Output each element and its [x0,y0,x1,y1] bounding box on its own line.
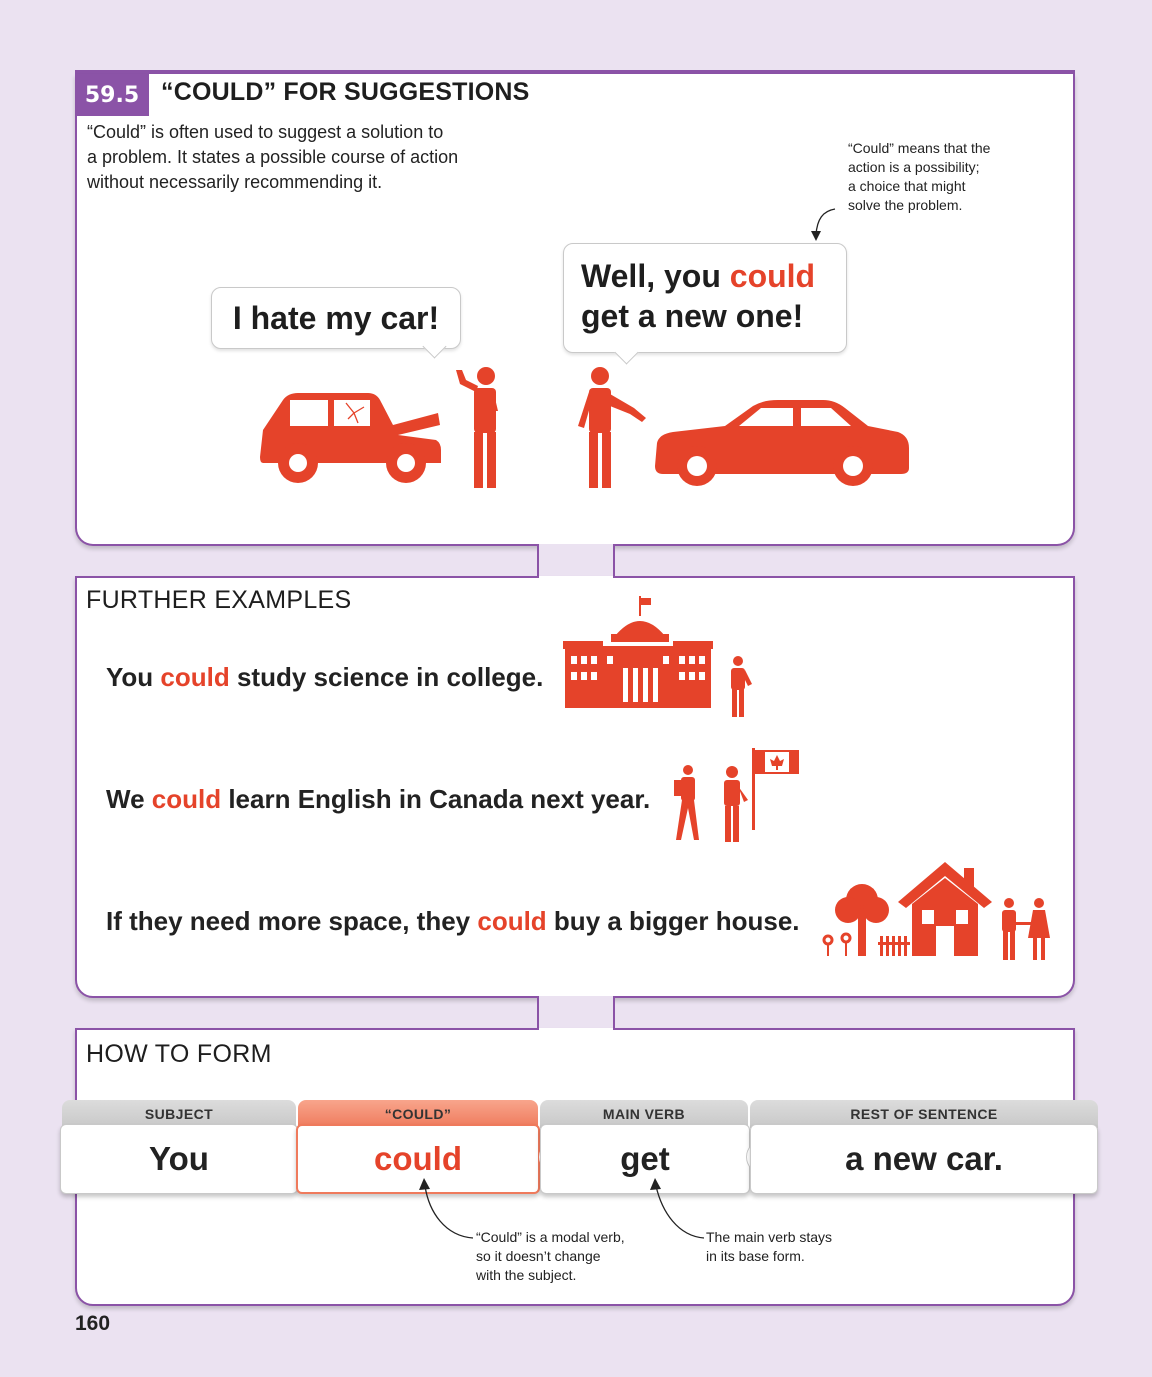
modal-note-arrow [415,1172,475,1242]
college-building-icon [563,596,713,711]
example-sentence-1: You could study science in college. [106,662,544,692]
tree-and-flowers-icon [820,880,910,960]
intro-text: “Could” is often used to suggest a solution to a problem. It states a possible course of action without necessarily recommending it. [87,122,459,192]
suggesting-person-icon [574,366,649,491]
speech-bubble-suggestion: Well, you could get a new one! [563,243,847,353]
page-number: 160 [75,1312,111,1335]
column-header-could: “COULD” [298,1100,538,1128]
column-header-subject: SUBJECT [62,1100,296,1128]
travellers-icon [670,764,750,844]
main-verb-note-arrow [648,1172,708,1242]
tile-subject: You [60,1124,298,1194]
how-to-form-heading: HOW TO FORM [86,1040,272,1068]
frustrated-person-icon [446,366,501,491]
possibility-note: “Could” means that the action is a possibility; a choice that might solve the problem. [848,140,991,213]
student-person-icon [726,656,754,718]
example-sentence-3: If they need more space, they could buy a bigger house. [106,906,800,936]
section-number: 59.5 [75,74,149,116]
panel-connector [537,996,615,1030]
speech-bubble-complaint: I hate my car! [211,287,461,349]
panel-connector [537,544,615,578]
column-header-rest: REST OF SENTENCE [750,1100,1098,1128]
section-title: “COULD” FOR SUGGESTIONS [161,78,530,106]
main-verb-note: The main verb stays in its base form. [706,1229,833,1264]
further-examples-heading: FURTHER EXAMPLES [86,586,352,614]
house-icon [898,860,993,960]
tile-main-verb: get [540,1124,750,1194]
note-arrow [805,205,845,245]
modal-verb-note: “Could” is a modal verb, so it doesn’t change with the subject. [476,1229,625,1283]
couple-icon [995,898,1053,962]
column-header-main-verb: MAIN VERB [540,1100,748,1128]
tile-rest-of-sentence: a new car. [750,1124,1098,1194]
new-car-icon [653,398,911,488]
example-sentence-2: We could learn English in Canada next year. [106,784,651,814]
broken-car-icon [258,385,443,485]
tile-could: could [296,1124,540,1194]
canada-flag-icon [752,748,802,832]
